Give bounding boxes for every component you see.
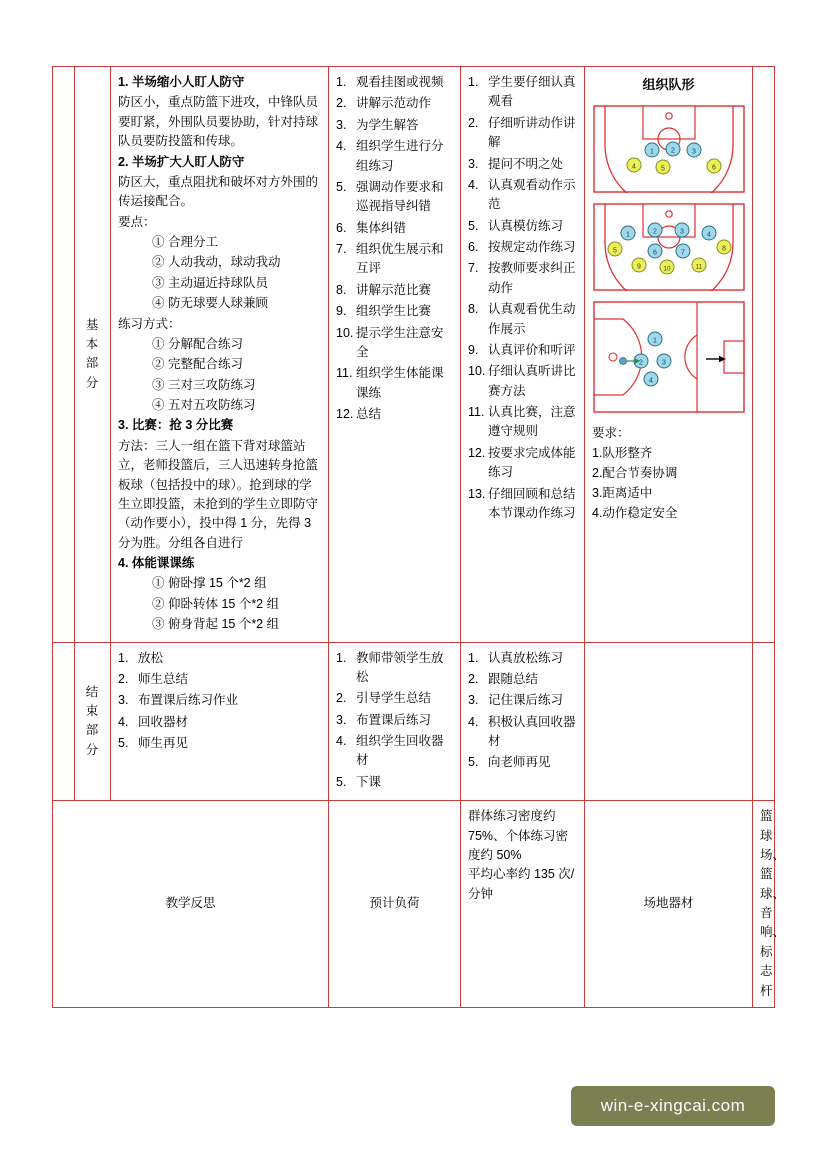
ending-student-cell <box>461 642 585 801</box>
svg-text:2: 2 <box>652 228 657 236</box>
main-formation-cell <box>585 67 753 643</box>
ending-student-item <box>468 713 577 752</box>
ending-content-item <box>118 670 321 689</box>
svg-text:6: 6 <box>711 164 716 172</box>
list-number: 12. <box>336 407 354 421</box>
main-teacher-cell <box>329 67 461 643</box>
equipment-label: 场地器材 <box>585 801 753 1008</box>
ending-section-label: 结束部分 <box>75 642 111 801</box>
list-text: 组织学生体能课课练 <box>356 366 444 400</box>
list-text: 布置课后练习 <box>356 712 432 727</box>
list-number: 1. <box>336 75 347 89</box>
teacher-activity-item <box>336 94 453 113</box>
teacher-activity-item <box>336 116 453 135</box>
list-number: 8. <box>336 282 347 297</box>
svg-text:2: 2 <box>638 359 643 367</box>
requirement-item: 4.动作稳定安全 <box>592 506 678 521</box>
reflection-label: 教学反思 <box>53 801 329 1008</box>
list-text: 认真放松练习 <box>488 650 564 665</box>
content-subitem: ② 完整配合练习 <box>152 357 243 372</box>
svg-text:5: 5 <box>612 247 617 255</box>
teacher-activity-item <box>336 405 453 424</box>
student-activity-item <box>468 176 577 215</box>
list-text: 集体纠错 <box>356 220 407 235</box>
table-row-ending <box>53 642 775 801</box>
list-text: 讲解示范比赛 <box>356 282 432 297</box>
content-paragraph: 防区大，重点阻扰和破坏对方外围的传运接配合。 <box>118 174 319 209</box>
ending-right-spacer <box>753 642 775 801</box>
list-text: 布置课后练习作业 <box>138 693 239 708</box>
teacher-activity-item <box>336 364 453 403</box>
list-number: 4. <box>336 734 347 748</box>
student-activity-item <box>468 114 577 153</box>
ending-teacher-item <box>336 711 453 730</box>
list-number: 4. <box>336 139 347 154</box>
list-text: 组织优生展示和互评 <box>356 242 444 276</box>
list-number: 5. <box>336 774 347 789</box>
ending-content-cell <box>111 642 329 801</box>
formation-requirements <box>592 423 745 523</box>
list-number: 1. <box>118 650 129 665</box>
student-activity-item <box>468 485 577 524</box>
svg-text:3: 3 <box>679 228 684 236</box>
teacher-activity-item <box>336 137 453 176</box>
svg-text:9: 9 <box>636 263 641 271</box>
list-text: 仔细听讲动作讲解 <box>488 115 576 150</box>
list-text: 讲解示范动作 <box>356 96 432 111</box>
ending-section-spacer <box>53 642 75 801</box>
teacher-activity-item <box>336 73 453 92</box>
list-text: 认真观看优生动作展示 <box>488 302 576 336</box>
list-number: 3. <box>336 117 347 132</box>
svg-text:7: 7 <box>680 249 685 257</box>
ending-teacher-item <box>336 649 453 688</box>
list-text: 按规定动作练习 <box>488 240 576 254</box>
svg-text:3: 3 <box>661 359 666 367</box>
content-paragraph: 练习方式： <box>118 316 181 331</box>
load-text-cell <box>461 801 585 1008</box>
content-subitem: ③ 主动逼近持球队员 <box>152 275 268 290</box>
content-subitem: ① 俯卧撑 15 个*2 组 <box>152 576 267 591</box>
list-number: 2. <box>118 671 129 686</box>
list-text: 总结 <box>356 407 382 421</box>
list-text: 按教师要求纠正动作 <box>488 261 576 295</box>
content-paragraph: 防区小，重点防篮下进攻，中锋队员要盯紧，外围队员要协助，针对持球队员要防投篮和传球。 <box>118 95 319 149</box>
list-number: 1. <box>336 650 347 665</box>
table-row-reflection <box>53 801 775 1008</box>
load-label: 预计负荷 <box>329 801 461 1008</box>
content-subitem: ④ 防无球要人球兼顾 <box>152 296 268 311</box>
list-number: 2. <box>468 671 479 686</box>
watermark: win-e-xingcai.com <box>571 1086 775 1126</box>
list-number: 4. <box>468 714 479 729</box>
formation-title: 组织队形 <box>642 77 695 92</box>
ending-content-item <box>118 649 321 668</box>
list-text: 引导学生总结 <box>356 691 432 706</box>
svg-text:2: 2 <box>670 147 675 155</box>
student-activity-item <box>468 300 577 339</box>
main-teacher-list <box>336 73 453 424</box>
content-subitem: ① 分解配合练习 <box>152 336 243 351</box>
content-subitem: ② 仰卧转体 15 个*2 组 <box>152 596 280 611</box>
list-text: 按要求完成体能练习 <box>488 445 576 480</box>
list-number: 5. <box>118 736 129 750</box>
load-text-1: 群体练习密度约 75%、个体练习密度约 50% <box>468 809 569 862</box>
list-text: 向老师再见 <box>488 755 551 770</box>
main-student-list <box>468 73 577 523</box>
ending-student-item <box>468 649 577 668</box>
student-activity-item <box>468 217 577 236</box>
student-activity-item <box>468 341 577 360</box>
list-text: 积极认真回收器材 <box>488 714 576 748</box>
main-student-cell <box>461 67 585 643</box>
main-right-spacer <box>753 67 775 643</box>
content-subitem: ② 人动我动，球动我动 <box>152 255 281 270</box>
svg-text:4: 4 <box>631 163 636 171</box>
ending-content-list <box>118 649 321 754</box>
requirement-item: 1.队形整齐 <box>592 446 653 461</box>
list-text: 认真模仿练习 <box>488 218 564 233</box>
court-diagram-2 <box>593 203 745 291</box>
ending-student-item <box>468 691 577 710</box>
content-heading: 1. 半场缩小人盯人防守 <box>118 75 245 89</box>
list-number: 9. <box>468 342 479 357</box>
content-paragraph: 要点： <box>118 214 156 229</box>
svg-text:8: 8 <box>721 245 726 253</box>
ending-teacher-cell <box>329 642 461 801</box>
requirements-title: 要求： <box>592 426 630 441</box>
list-number: 4. <box>118 714 129 729</box>
list-text: 回收器材 <box>138 714 189 729</box>
student-activity-item <box>468 259 577 298</box>
teacher-activity-item <box>336 240 453 279</box>
list-text: 仔细认真听讲比赛方法 <box>488 364 576 398</box>
list-number: 11. <box>336 366 353 381</box>
teacher-activity-item <box>336 302 453 321</box>
list-number: 6. <box>336 220 347 235</box>
list-number: 4. <box>468 177 479 192</box>
list-number: 13. <box>468 486 486 501</box>
student-activity-item <box>468 362 577 401</box>
ending-teacher-list <box>336 649 453 793</box>
content-heading: 4. 体能课课练 <box>118 556 195 570</box>
list-number: 6. <box>468 240 479 254</box>
list-text: 认真观看动作示范 <box>488 177 576 212</box>
content-subitem: ④ 五对五攻防练习 <box>152 398 256 412</box>
list-number: 3. <box>468 693 479 708</box>
load-text-2: 平均心率约 135 次/分钟 <box>468 867 575 901</box>
list-number: 1. <box>468 75 479 89</box>
list-text: 强调动作要求和巡视指导纠错 <box>356 179 444 214</box>
ending-student-list <box>468 649 577 773</box>
ending-teacher-item <box>336 732 453 771</box>
list-text: 认真比赛，注意遵守规则 <box>488 405 576 439</box>
formation-diagrams <box>592 105 745 413</box>
list-number: 2. <box>468 115 479 130</box>
list-number: 3. <box>118 693 129 708</box>
list-number: 11. <box>468 405 485 419</box>
list-number: 8. <box>468 302 479 317</box>
list-number: 5. <box>336 179 347 194</box>
content-heading: 3. 比赛：抢 3 分比赛 <box>118 418 234 433</box>
content-paragraph: 方法：三人一组在篮下背对球篮站立，老师投篮后，三人迅速转身抢篮板球（包括投中的球）。抢到球的学生立即投篮，未抢到的学生立即防守（动作要小），投中得 1 分，先得 3 分为胜。分组各自进行 <box>118 438 319 550</box>
ending-student-item <box>468 670 577 689</box>
main-content-list <box>118 73 321 635</box>
list-number: 5. <box>468 218 479 233</box>
list-number: 7. <box>468 261 479 276</box>
student-activity-item <box>468 238 577 257</box>
ending-teacher-item <box>336 773 453 792</box>
list-text: 组织学生回收器材 <box>356 734 444 768</box>
court-diagram-3 <box>593 301 745 413</box>
list-text: 师生总结 <box>138 671 189 686</box>
content-subitem: ③ 三对三攻防练习 <box>152 377 256 392</box>
list-text: 下课 <box>356 774 382 789</box>
ending-content-item <box>118 713 321 732</box>
list-text: 放松 <box>138 650 164 665</box>
list-text: 组织学生进行分组练习 <box>356 139 444 173</box>
list-number: 3. <box>336 712 347 727</box>
requirement-item: 2.配合节奏协调 <box>592 466 678 481</box>
ending-student-item <box>468 753 577 772</box>
svg-text:1: 1 <box>652 337 657 345</box>
content-heading: 2. 半场扩大人盯人防守 <box>118 154 245 169</box>
ending-content-item <box>118 734 321 753</box>
list-text: 提问不明之处 <box>488 156 564 171</box>
list-text: 学生要仔细认真观看 <box>488 75 576 109</box>
court-diagram-1 <box>593 105 745 193</box>
list-number: 12. <box>468 445 486 460</box>
svg-text:6: 6 <box>652 249 657 257</box>
list-text: 仔细回顾和总结本节课动作练习 <box>488 486 576 520</box>
table-row-main <box>53 67 775 643</box>
list-number: 1. <box>468 650 479 665</box>
list-number: 3. <box>468 156 479 171</box>
list-number: 7. <box>336 242 347 256</box>
lesson-plan-table <box>52 66 786 1008</box>
list-text: 观看挂图或视频 <box>356 75 444 89</box>
list-text: 教师带领学生放松 <box>356 650 444 684</box>
student-activity-item <box>468 444 577 483</box>
main-section-label: 基本部分 <box>75 67 111 643</box>
list-number: 2. <box>336 691 347 706</box>
requirement-item: 3.距离适中 <box>592 486 653 501</box>
ending-teacher-item <box>336 689 453 708</box>
teacher-activity-item <box>336 324 453 363</box>
content-subitem: ① 合理分工 <box>152 235 218 249</box>
equipment-text: 篮球场、篮球、音响、标志杆 <box>753 801 775 1008</box>
content-subitem: ③ 俯身背起 15 个*2 组 <box>152 617 280 632</box>
teacher-activity-item <box>336 219 453 238</box>
list-text: 组织学生比赛 <box>356 304 432 319</box>
list-number: 2. <box>336 96 347 111</box>
ending-formation-cell <box>585 642 753 801</box>
svg-text:1: 1 <box>649 148 654 156</box>
svg-text:4: 4 <box>706 231 711 239</box>
list-number: 9. <box>336 304 347 319</box>
svg-text:1: 1 <box>625 231 630 239</box>
list-text: 为学生解答 <box>356 117 419 132</box>
svg-text:5: 5 <box>660 165 665 173</box>
svg-text:3: 3 <box>691 148 696 156</box>
teacher-activity-item <box>336 281 453 300</box>
list-number: 10. <box>336 325 354 340</box>
list-text: 认真评价和听评 <box>488 342 576 357</box>
list-text: 师生再见 <box>138 736 189 750</box>
list-text: 提示学生注意安全 <box>356 325 444 359</box>
list-text: 跟随总结 <box>488 671 539 686</box>
student-activity-item <box>468 155 577 174</box>
teacher-activity-item <box>336 178 453 217</box>
list-number: 10. <box>468 364 486 379</box>
list-number: 5. <box>468 755 479 770</box>
student-activity-item <box>468 403 577 442</box>
svg-text:4: 4 <box>648 377 653 385</box>
svg-text:10: 10 <box>662 265 671 273</box>
main-section-spacer <box>53 67 75 643</box>
student-activity-item <box>468 73 577 112</box>
main-content-cell <box>111 67 329 643</box>
svg-text:11: 11 <box>695 263 702 271</box>
ending-content-item <box>118 691 321 710</box>
list-text: 记住课后练习 <box>488 693 564 708</box>
